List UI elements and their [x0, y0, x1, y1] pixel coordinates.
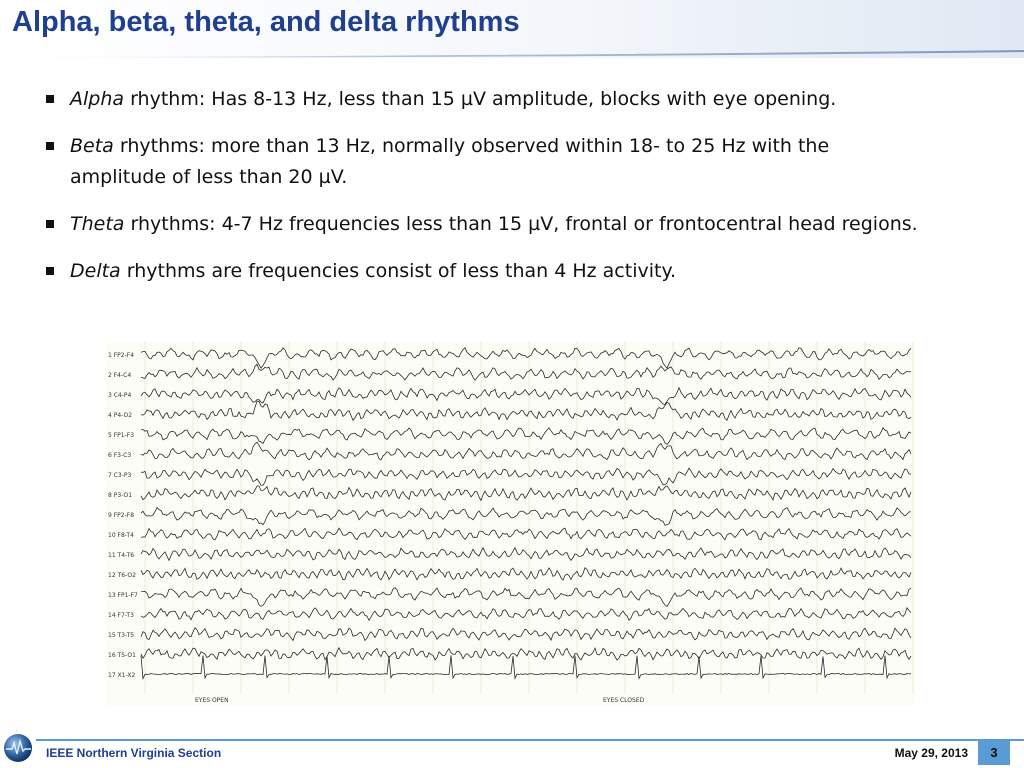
- page-number: 3: [978, 741, 1010, 765]
- channel-label: 12 T6-O2: [108, 572, 136, 579]
- slide-title: Alpha, beta, theta, and delta rhythms: [12, 6, 520, 38]
- bullet-item: [46, 209, 926, 240]
- channel-label: 3 C4-P4: [108, 392, 132, 399]
- eeg-event-label: EYES CLOSED: [603, 697, 645, 704]
- footer-divider: [36, 739, 1024, 741]
- eeg-channel-trace: [141, 401, 911, 420]
- square-bullet-icon: [46, 220, 54, 228]
- square-bullet-icon: [46, 267, 54, 275]
- eeg-channel-trace: [141, 486, 911, 501]
- eeg-event-label: EYES OPEN: [195, 697, 229, 704]
- eeg-channel-trace: [141, 628, 911, 641]
- bullet-term: Theta: [70, 213, 125, 235]
- eeg-channel-trace: [141, 428, 911, 445]
- channel-label: 8 P3-O1: [108, 492, 133, 499]
- channel-label: 5 FP1-F3: [108, 432, 135, 439]
- eeg-channel-trace: [141, 655, 911, 678]
- bullet-item: [46, 131, 926, 193]
- bullet-term: Alpha: [70, 88, 125, 110]
- title-bar: [0, 0, 1024, 58]
- eeg-figure: [105, 342, 915, 706]
- channel-label: 7 C3-P3: [108, 472, 132, 479]
- square-bullet-icon: [46, 95, 54, 103]
- channel-label: 2 F4-C4: [108, 372, 132, 379]
- channel-label: 1 FP2-F4: [108, 352, 135, 359]
- channel-label: 16 T5-O1: [108, 652, 136, 659]
- bullet-term: Beta: [70, 135, 114, 157]
- eeg-channel-trace: [141, 588, 911, 607]
- eeg-trace-chart: [105, 342, 915, 706]
- bullet-item: [46, 256, 926, 287]
- bullet-item: [46, 84, 926, 115]
- eeg-channel-trace: [141, 548, 911, 561]
- eeg-channel-trace: [141, 364, 911, 380]
- eeg-channel-trace: [141, 528, 911, 540]
- channel-label: 10 F8-T4: [108, 532, 134, 539]
- eeg-channel-trace: [141, 442, 911, 460]
- bullet-text: rhythms: more than 13 Hz, normally observed within 18- to 25 Hz with the amplitude of less than 20 µV.: [70, 135, 830, 188]
- channel-label: 17 X1-X2: [108, 672, 136, 679]
- square-bullet-icon: [46, 142, 54, 150]
- eeg-channel-trace: [141, 608, 911, 621]
- footer-date: May 29, 2013: [894, 746, 968, 760]
- channel-label: 15 T3-T5: [108, 632, 135, 639]
- bullet-list: [46, 84, 926, 303]
- channel-label: 6 F3-C3: [108, 452, 132, 459]
- eeg-channel-trace: [141, 508, 911, 526]
- channel-label: 13 FP1-F7: [108, 592, 138, 599]
- eeg-channel-trace: [141, 568, 911, 580]
- title-underline: [0, 50, 1024, 58]
- eeg-channel-trace: [141, 468, 911, 485]
- channel-label: 4 P4-O2: [108, 412, 133, 419]
- globe-icon: [2, 732, 34, 764]
- bullet-term: Delta: [70, 260, 121, 282]
- channel-label: 11 T4-T6: [108, 552, 135, 559]
- channel-label: 9 FP2-F8: [108, 512, 135, 519]
- eeg-channel-trace: [141, 648, 911, 660]
- bullet-text: rhythms: 4-7 Hz frequencies less than 15 µV, frontal or frontocentral head regions.: [124, 213, 918, 235]
- footer-organization: IEEE Northern Virginia Section: [46, 746, 222, 760]
- bullet-text: rhythm: Has 8-13 Hz, less than 15 µV amplitude, blocks with eye opening.: [124, 88, 837, 110]
- bullet-text: rhythms are frequencies consist of less than 4 Hz activity.: [120, 260, 677, 282]
- channel-label: 14 F7-T3: [108, 612, 134, 619]
